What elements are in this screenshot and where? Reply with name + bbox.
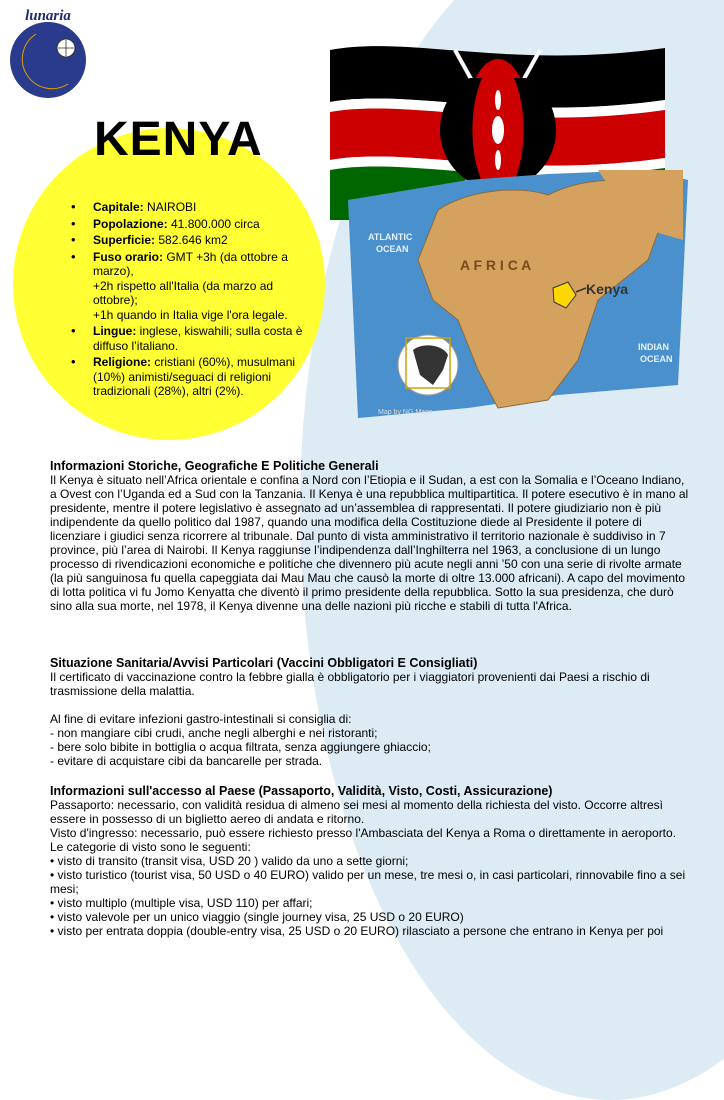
- list-item: - bere solo bibite in bottiglia o acqua filtrata, senza aggiungere ghiaccio;: [50, 740, 431, 754]
- section-storia: [50, 459, 690, 613]
- list-item: • visto valevole per un unico viaggio (single journey visa, 25 USD o 20 EURO): [50, 910, 464, 924]
- section-sanitaria-p2: Al fine di evitare infezioni gastro-intestinali si consiglia di:: [50, 712, 352, 726]
- section-accesso: [50, 784, 690, 938]
- lunaria-logo: [6, 4, 90, 102]
- map-label-kenya: Kenya: [586, 281, 629, 297]
- logo-text: lunaria: [25, 8, 71, 24]
- section-storia-heading: Informazioni Storiche, Geografiche E Politiche Generali: [50, 459, 379, 473]
- section-accesso-p2: Visto d'ingresso: necessario, può essere richiesto presso l'Ambasciata del Kenya a Roma o direttamente in aeroporto. Le categorie di visto sono le seguenti:: [50, 826, 677, 854]
- page-title: KENYA: [94, 113, 263, 166]
- fact-population: • Popolazione: 41.800.000 circa: [68, 217, 318, 232]
- section-sanitaria: [50, 656, 690, 768]
- map-credit: Map by NG Maps: [378, 409, 433, 416]
- section-accesso-heading: Informazioni sull'accesso al Paese (Passaporto, Validità, Visto, Costi, Assicurazione): [50, 784, 553, 798]
- map-label-atlantic-ocean: OCEAN: [376, 244, 409, 254]
- fact-area: • Superficie: 582.646 km2: [68, 233, 318, 248]
- list-item: - non mangiare cibi crudi, anche negli alberghi e nei ristoranti;: [50, 726, 378, 740]
- map-label-atlantic: ATLANTIC: [368, 232, 413, 242]
- facts-list: [68, 200, 318, 401]
- section-storia-body: Il Kenya è situato nell’Africa orientale e confina a Nord con l’Etiopia e il Sudan, a est con la Somalia e l’Oceano Indiano, a Ovest con l’Uganda ed a Sud con la Tanzania. Il Kenya è una repubblica multipartitica. Il potere esecutivo è in mano al presidente, mentre il potere legislativo è assegnato ad un’assemblea di rappresentati. Il potere giudiziario non è più indipendente da quello politico dal 1987, quando una modifica della Costituzione diede al Presidente il potere di licenziare i giudici senza ricorrere al tribunale. Dal punto di vista amministrativo il territorio nazionale è suddiviso in 7 province, più l’area di Nairobi. Il Kenya raggiunse l’indipendenza dall’Inghilterra nel 1963, a conclusione di un lungo processo di rivendicazioni economiche e politiche che divennero più acute negli anni ’50 con una serie di rivolte armate (la più sanguinosa fu quella capeggiata dai Mau Mau che causò la morte di oltre 13.000 africani). A capo del movimento di lotta politica vi fu Jomo Kenyatta che diventò il primo presidente della repubblica. Sotto la sua presidenza, che durò sino alla sua morte, nel 1978, il Kenya divenne una delle nazioni più ricche e stabili di tutta l'Africa.: [50, 473, 689, 613]
- list-item: • visto per entrata doppia (double-entry visa, 25 USD o 20 EURO) rilasciato a persone che entrano in Kenya per poi: [50, 924, 664, 938]
- map-label-indian: INDIAN: [638, 342, 669, 352]
- map-label-indian-ocean: OCEAN: [640, 354, 673, 364]
- fact-religion: • Religione: cristiani (60%), musulmani (10%) animisti/seguaci di religioni tradizionali (28%), altri (2%).: [68, 355, 318, 399]
- fact-languages: • Lingue: inglese, kiswahili; sulla costa è diffuso l’italiano.: [68, 324, 318, 353]
- section-sanitaria-heading: Situazione Sanitaria/Avvisi Particolari (Vaccini Obbligatori E Consigliati): [50, 656, 478, 670]
- list-item: • visto multiplo (multiple visa, USD 110) per affari;: [50, 896, 313, 910]
- list-item: - evitare di acquistare cibi da bancarelle per strada.: [50, 754, 323, 768]
- africa-map: [348, 170, 698, 420]
- list-item: • visto turistico (tourist visa, 50 USD o 40 EURO) valido per un mese, tre mesi o, in casi particolari, rinnovabile fino a sei mesi;: [50, 868, 686, 896]
- map-label-africa: A F R I C A: [460, 257, 532, 273]
- fact-timezone: • Fuso orario: GMT +3h (da ottobre a marzo), +2h rispetto all'Italia (da marzo ad ottobre); +1h quando in Italia vige l'ora legale.: [68, 250, 318, 323]
- list-item: • visto di transito (transit visa, USD 20 ) valido da uno a sette giorni;: [50, 854, 409, 868]
- fact-capital: • Capitale: NAIROBI: [68, 200, 318, 215]
- section-accesso-p1: Passaporto: necessario, con validità residua di almeno sei mesi al momento della richiesta del visto. Occorre altresì essere in possesso di un biglietto aereo di andata e ritorno.: [50, 798, 663, 826]
- section-sanitaria-p1: Il certificato di vaccinazione contro la febbre gialla è obbligatorio per i viaggiatori provenienti dai Paesi a rischio di trasmissione della malattia.: [50, 670, 650, 698]
